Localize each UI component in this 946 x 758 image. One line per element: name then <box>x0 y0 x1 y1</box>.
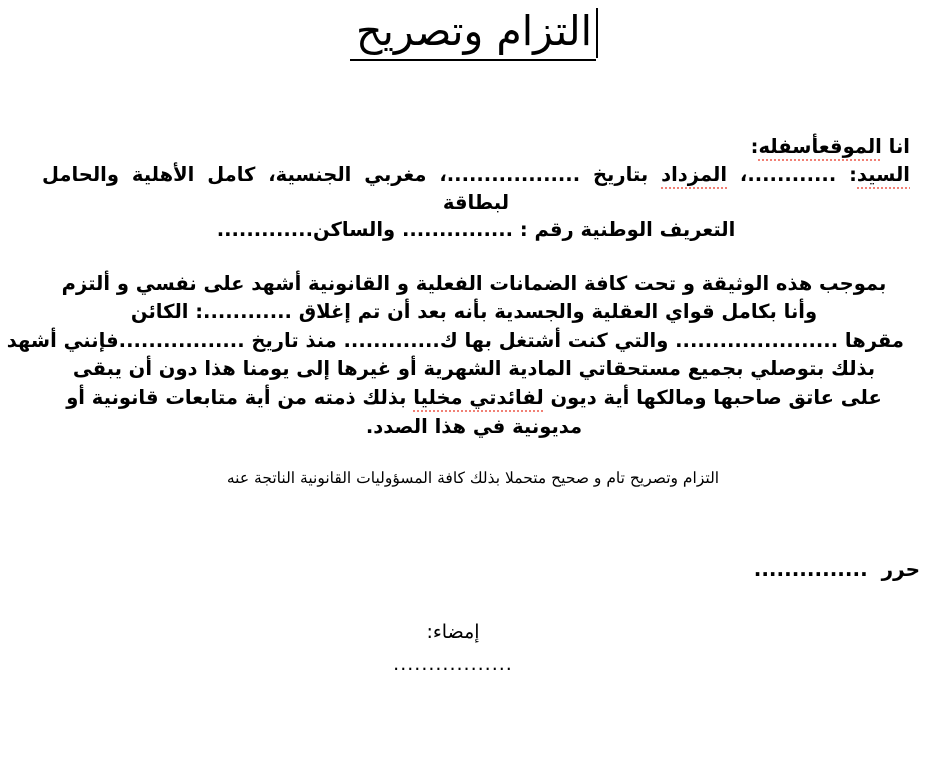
page-title-text: التزام وتصريح <box>356 7 592 55</box>
date-line-wrap <box>26 557 920 581</box>
body-line-2: وأنا بكامل قواي العقلية والجسدية بأنه بعد أن تم إغلاق ............: الكائن <box>130 300 818 324</box>
body-line-6: مديونية في هذا الصدد. <box>365 414 583 438</box>
body-paragraph <box>6 270 920 442</box>
spellcheck-misspelled-word: السيد <box>857 162 910 190</box>
signature-dots: ................. <box>393 653 513 676</box>
signature-block <box>26 619 920 678</box>
date-line <box>754 557 920 581</box>
spellcheck-misspelled-word: لفائدتي مخليا <box>413 384 543 413</box>
intro-line-1 <box>42 134 910 162</box>
intro-line-2-b: : ............، <box>727 162 857 186</box>
intro-line-1-prefix: انا <box>881 135 910 158</box>
date-line-dots: ............... <box>753 556 868 581</box>
intro-line-2-d: بتاريخ ..................، مغربي الجنسية، كامل الأهلية والحامل لبطاقة <box>42 162 662 214</box>
body-line-1: بموجب هذه الوثيقة و تحت كافة الضمانات الفعلية و القانونية أشهد على نفسي و ألتزم <box>61 271 887 295</box>
body-line-3: مقرها ...................... والتي كنت أشتغل بها ك............. منذ تاريخ .................فإنني أشهد <box>6 328 904 352</box>
naskh-statement: التزام وتصريح تام و صحيح متحملا بذلك كافة المسؤوليات القانونية الناتجة عنه <box>226 469 720 488</box>
body-line-5-b: بذلك ذمته من أية متابعات قانونية أو <box>66 385 414 409</box>
intro-line-2 <box>42 162 910 217</box>
intro-block <box>26 134 920 244</box>
spacer-top <box>26 78 920 134</box>
spacer-mid <box>26 244 920 270</box>
body-line-5-a: على عاتق صاحبها ومالكها أية ديون <box>543 385 882 409</box>
date-line-label: حرر <box>881 556 920 581</box>
text-cursor-caret <box>596 8 598 58</box>
body-line-5 <box>44 384 904 413</box>
spacer-bottom <box>26 491 920 557</box>
intro-line-1-suffix: : <box>750 135 759 158</box>
body-line-4: بذلك بتوصلي بجميع مستحقاتي المادية الشهرية أو غيرها إلى يومنا هذا دون أن يبقى <box>72 357 876 381</box>
page-title <box>350 6 596 61</box>
title-block <box>26 0 920 78</box>
intro-line-3 <box>42 217 910 244</box>
intro-line-3-text: التعريف الوطنية رقم : ............... والساكن............. <box>216 217 736 241</box>
spellcheck-misspelled-word: المزداد <box>661 162 727 190</box>
signature-label: إمضاء: <box>426 620 480 643</box>
spellcheck-misspelled-word: الموقعأسفله <box>758 134 881 162</box>
